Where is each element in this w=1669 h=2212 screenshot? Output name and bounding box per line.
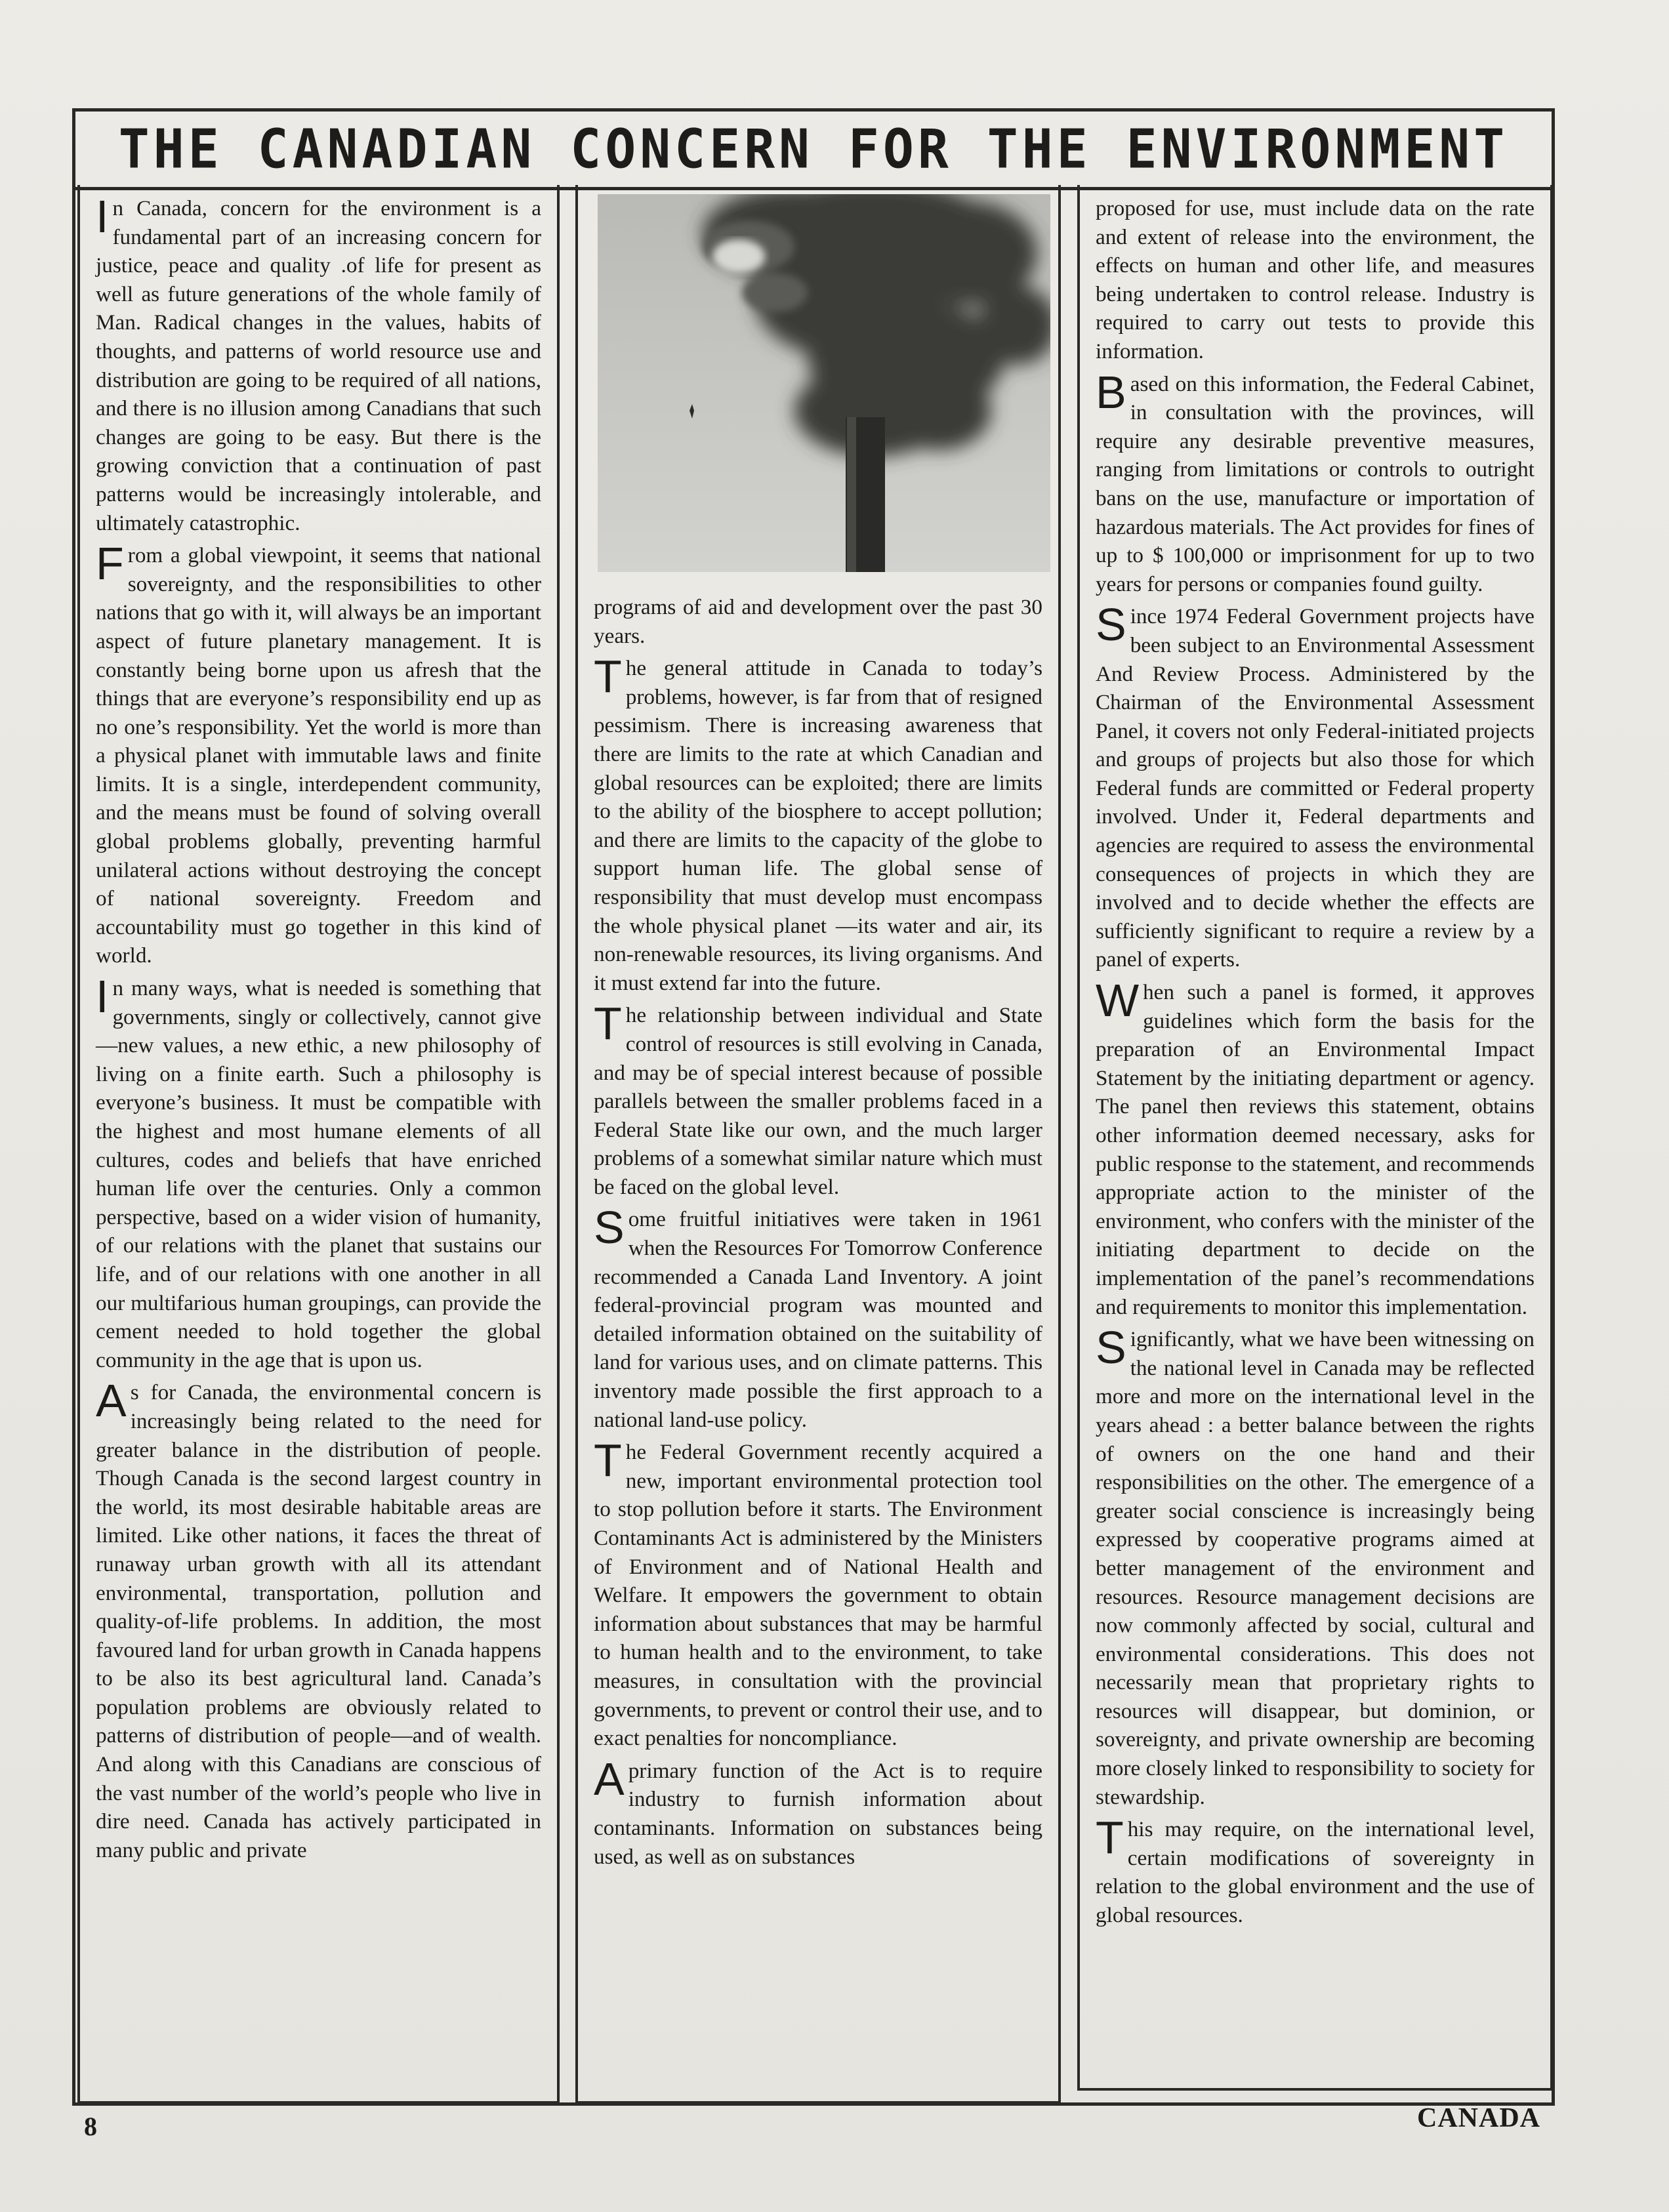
smokestack-photo bbox=[598, 194, 1050, 572]
article-paragraph bbox=[1096, 1812, 1535, 1929]
drop-cap: W bbox=[1096, 975, 1140, 1027]
paragraph-text: n Canada, concern for the environment is a fundamental part of an increasing concern for justice, peace and quality .of life for present as well as future generations of the whole family of Man. Radical changes in the values, habits of thoughts, and patterns of world resource use and distribution are going to be required of all nations, and there is no illusion among Canadians that such changes are going to be easy. But there is the growing conviction that a continuation of past patterns would be increasingly intolerable, and ultimately catastrophic. bbox=[96, 196, 541, 535]
article-paragraph bbox=[1096, 975, 1535, 1321]
article-paragraph bbox=[1096, 1322, 1535, 1811]
running-footer: CANADA bbox=[1417, 2103, 1540, 2133]
paragraph-text: ignificantly, what we have been witnessing on the national level in Canada may be reflected more and more on the international level in the years ahead : a better balance between the rights of owners on the one hand and their responsibilities on the other. The emergence of a greater social conscience is increasingly being expressed by cooperative programs aimed at better management of the environment and resources. Resource management decisions are now commonly affected by social, cultural and environmental considerations. This does not necessarily mean that proprietary rights to resources will disappear, but dominion, or sovereignty, and private ownership are becoming more closely linked to responsibility to society for stewardship. bbox=[1096, 1327, 1535, 1809]
article-paragraph bbox=[96, 191, 541, 537]
drop-cap: T bbox=[594, 998, 622, 1050]
article-paragraph bbox=[594, 998, 1042, 1201]
paragraph-text: n many ways, what is needed is something that governments, singly or collectively, cannot give—new values, a new ethic, a new philosophy of living on a finite earth. Such a philosophy is everyone’s business. It must be compatible with the highest and most humane elements of all cultures, codes and beliefs that have enriched human life over the centuries. Only a common perspective, based on a wider vision of humanity, of our relations with the planet that sustains our life, and of our relations with one another in all our multifarious human groupings, can provide the cement needed to hold together the global community in the age that is upon us. bbox=[96, 976, 541, 1372]
column-2 bbox=[575, 185, 1061, 2104]
article-paragraph bbox=[96, 1375, 541, 1864]
article-paragraph bbox=[594, 1435, 1042, 1753]
article-paragraph bbox=[594, 651, 1042, 997]
drop-cap: S bbox=[1096, 1322, 1126, 1374]
drop-cap: S bbox=[594, 1202, 625, 1254]
article-paragraph bbox=[1096, 366, 1535, 599]
drop-cap: S bbox=[1096, 599, 1126, 651]
drop-cap: I bbox=[96, 191, 109, 242]
paragraph-text: he relationship between individual and State control of resources is still evolving in Canada, and may be of special interest because of possible parallels between the smaller problems faced in a Federal State like our own, and the much larger problems of a somewhat similar nature which must be faced on the global level. bbox=[594, 1003, 1042, 1199]
column-2-text bbox=[594, 593, 1042, 1871]
article-paragraph bbox=[96, 538, 541, 970]
paragraph-text: his may require, on the international level, certain modifications of sovereignty in relation to the global environment and the use of global resources. bbox=[1096, 1817, 1535, 1928]
paragraph-text: programs of aid and development over the past 30 years. bbox=[594, 595, 1042, 648]
column-3 bbox=[1077, 185, 1553, 2091]
drop-cap: A bbox=[594, 1753, 625, 1805]
article-title: THE CANADIAN CONCERN FOR THE ENVIRONMENT bbox=[118, 118, 1509, 180]
paragraph-text: hen such a panel is formed, it approves guidelines which form the basis for the preparation of an Environmental Impact Statement by the initiating department or agency. The panel then reviews this statement, obtains other information deemed necessary, asks for public response to the statement, and recommends appropriate action to the minister of the environment, who confers with the minister of the initiating department to decide on the implementation of the panel’s recommendations and requirements to monitor this implementation. bbox=[1096, 980, 1535, 1319]
paragraph-text: s for Canada, the environmental concern is increasingly being related to the need for greater balance in the distribution of people. Though Canada is the second largest country in the world, its most desirable habitable areas are limited. Like other nations, it faces the threat of runaway urban growth with all its attendant environmental, transportation, pollution and quality-of-life problems. In addition, the most favoured land for urban growth in Canada happens to be also its best agricultural land. Canada’s population problems are obviously related to patterns of distribution of people—and of wealth. And along with this Canadians are conscious of the vast number of the world’s people who live in dire need. Canada has actively participated in many public and private bbox=[96, 1380, 541, 1862]
smokestack-smoke-icon bbox=[598, 194, 1050, 572]
page-number: 8 bbox=[84, 2112, 97, 2141]
drop-cap: F bbox=[96, 538, 124, 590]
drop-cap: T bbox=[594, 1435, 622, 1486]
column-1 bbox=[77, 185, 560, 2104]
article-paragraph bbox=[594, 1753, 1042, 1871]
drop-cap: T bbox=[594, 651, 622, 703]
drop-cap: B bbox=[1096, 366, 1126, 418]
paragraph-text: ome fruitful initiatives were taken in 1961 when the Resources For Tomorrow Conference recommended a Canada Land Inventory. A joint federal-provincial program was mounted and detailed information obtained on the suitability of land for various uses, and on climate patterns. This inventory made possible the first approach to a national land-use policy. bbox=[594, 1207, 1042, 1432]
paragraph-text: proposed for use, must include data on the rate and extent of release into the environment, the effects on human and other life, and measures being undertaken to control release. Industry is required to carry out tests to provide this information. bbox=[1096, 196, 1535, 363]
paragraph-text: ased on this information, the Federal Cabinet, in consultation with the provinces, will require any desirable preventive measures, ranging from limitations or controls to outright bans on the use, manufacture or importation of hazardous materials. The Act provides for fines of up to $ 100,000 or imprisonment for up to two years for persons or companies found guilty. bbox=[1096, 371, 1535, 596]
article-paragraph bbox=[1096, 194, 1535, 366]
drop-cap: A bbox=[96, 1375, 127, 1427]
paragraph-text: rom a global viewpoint, it seems that national sovereignty, and the responsibilities to other nations that go with it, will always be an important aspect of future planetary management. It is constantly being borne upon us afresh that the things that are everyone’s responsibility end up as no one’s responsibility. Yet the world is more than a physical planet with immutable laws and finite limits. It is a single, interdependent community, and the means must be found of solving overall global problems globally, preventing harmful unilateral actions without destroying the concept of national sovereignty. Freedom and accountability must go together in this kind of world. bbox=[96, 543, 541, 968]
paragraph-text: ince 1974 Federal Government projects have been subject to an Environmental Assessment And Review Process. Administered by the Chairman of the Environmental Assessment Panel, it covers not only Federal-initiated projects and groups of projects but also those for which Federal funds are committed or Federal property involved. Under it, Federal departments and agencies are required to assess the environmental consequences of projects in which they are involved and to decide whether the effects are sufficiently significant to require a review by a panel of experts. bbox=[1096, 604, 1535, 972]
article-paragraph bbox=[594, 593, 1042, 650]
article-paragraph bbox=[96, 971, 541, 1374]
article-paragraph bbox=[1096, 599, 1535, 974]
paragraph-text: he Federal Government recently acquired a new, important environmental protection tool to stop pollution before it starts. The Environment Contaminants Act is administered by the Ministers of Environment and of National Health and Welfare. It empowers the government to obtain information about substances that may be harmful to human health and to the environment, to take measures, in consultation with the provincial governments, to prevent or control their use, and to exact penalties for noncompliance. bbox=[594, 1440, 1042, 1751]
paragraph-text: he general attitude in Canada to today’s problems, however, is far from that of resigned pessimism. There is increasing awareness that there are limits to the rate at which Canadian and global resources can be exploited; there are limits to the ability of the biosphere to accept pollution; and there are limits to the capacity of the globe to support human life. The global sense of responsibility that must develop must encompass the whole physical planet —its water and air, its non-renewable resources, its living organisms. And it must extend far into the future. bbox=[594, 656, 1042, 995]
article-paragraph bbox=[594, 1202, 1042, 1434]
drop-cap: T bbox=[1096, 1812, 1124, 1864]
paragraph-text: primary function of the Act is to require industry to furnish information about contaminants. Information on substances being used, as well as on substances bbox=[594, 1758, 1042, 1869]
title-box bbox=[75, 112, 1552, 190]
drop-cap: I bbox=[96, 971, 109, 1023]
